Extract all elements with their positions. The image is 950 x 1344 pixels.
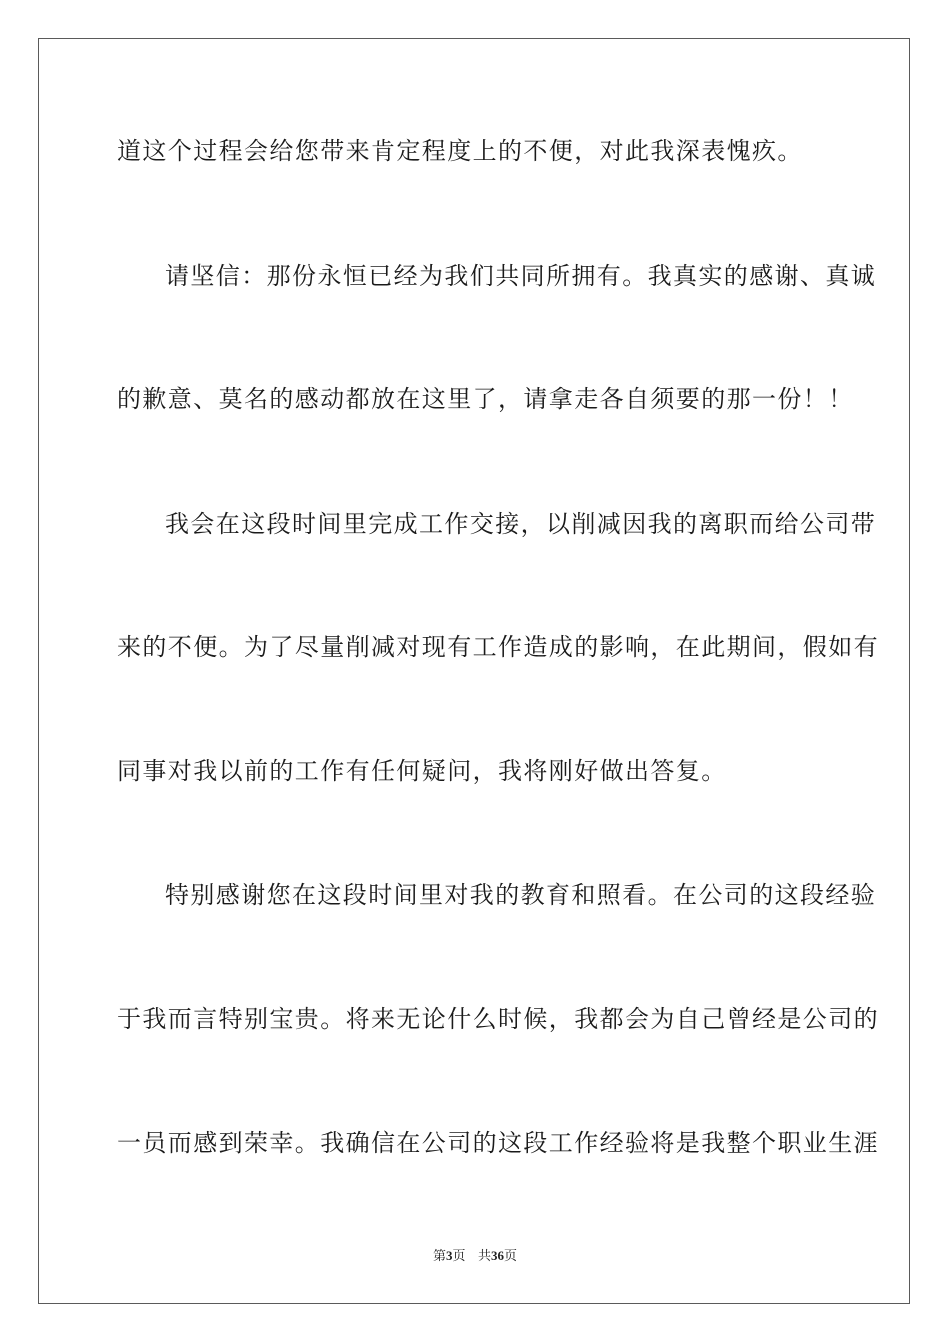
page-suffix: 页 [452, 1249, 466, 1264]
page-border [38, 38, 910, 1304]
total-suffix: 页 [503, 1249, 517, 1264]
page-footer [0, 1247, 950, 1266]
body-line-2: 请坚信：那份永恒已经为我们共同所拥有。我真实的感谢、真诚 [165, 262, 877, 290]
page-number: 3 [446, 1248, 453, 1263]
body-line-4: 我会在这段时间里完成工作交接，以削减因我的离职而给公司带 [165, 510, 877, 538]
page-prefix: 第 [433, 1249, 447, 1264]
body-line-9: 一员而感到荣幸。我确信在公司的这段工作经验将是我整个职业生涯 [117, 1129, 879, 1157]
total-prefix: 共 [477, 1249, 491, 1264]
body-line-6: 同事对我以前的工作有任何疑问，我将刚好做出答复。 [117, 757, 727, 785]
body-line-8: 于我而言特别宝贵。将来无论什么时候，我都会为自己曾经是公司的 [117, 1005, 879, 1033]
body-line-1: 道这个过程会给您带来肯定程度上的不便，对此我深表愧疚。 [117, 137, 803, 165]
total-pages: 36 [490, 1248, 504, 1263]
body-line-5: 来的不便。为了尽量削减对现有工作造成的影响，在此期间，假如有 [117, 633, 879, 661]
body-line-3: 的歉意、莫名的感动都放在这里了，请拿走各自须要的那一份！！ [117, 385, 854, 413]
body-line-7: 特别感谢您在这段时间里对我的教育和照看。在公司的这段经验 [165, 881, 877, 909]
